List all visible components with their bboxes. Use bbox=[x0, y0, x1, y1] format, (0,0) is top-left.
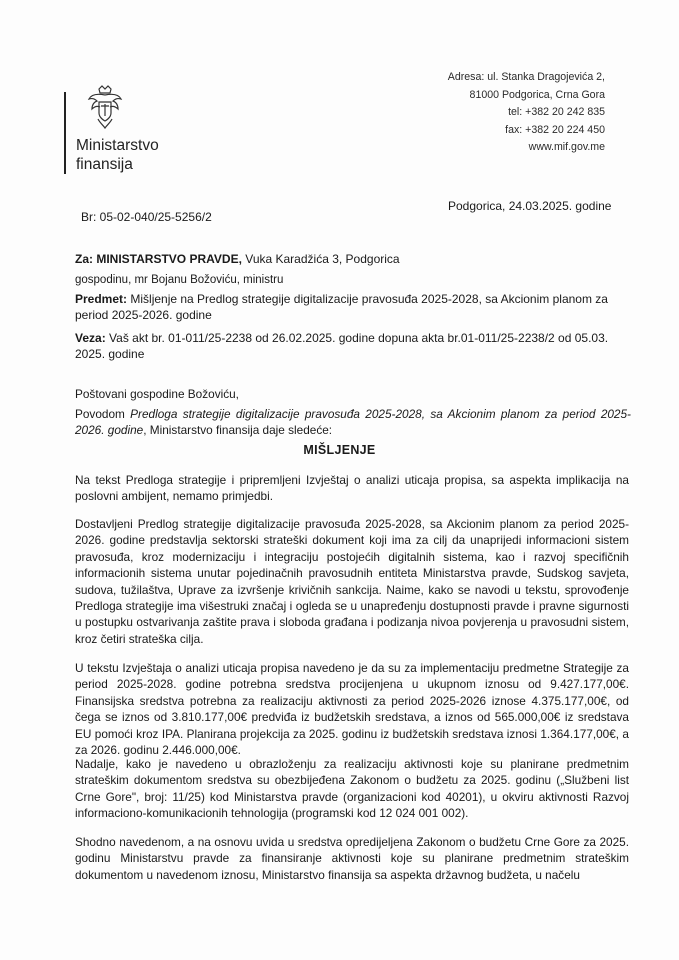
veza-label: Veza: bbox=[75, 331, 106, 345]
paragraph-2: Dostavljeni Predlog strategije digitalizacije pravosuđa 2025-2028, sa Akcionim planom za period 2025-2026. godine predstavlja sektorski strateški dokument koji ima za cilj da unaprijedi informacioni sistem pravosuđa, kroz modernizaciju i integraciju postojećih digitalnih sistema, kao i razvoj specifičnih informacionih sistema unutar pojedinačnih pravosudnih entiteta Ministarstva pravde, Sudskog savjeta, sudova, tužilaštva, Uprave za izvršenje krivičnih sankcija. Naime, kako se navodi u tekstu, sprovođenje Predloga strategije ima višestruki značaj i ogleda se u unapređenju dostupnosti pravde i pravne sigurnosti u postupku ostvarivanja zaštite prava i sloboda građana i podizanja nivoa povjerenja u pravosudni sistem, kroz četiri strateška cilja. bbox=[75, 517, 629, 646]
phone-line: tel: +382 20 242 835 bbox=[508, 106, 605, 118]
document-date: Podgorica, 24.03.2025. godine bbox=[448, 199, 612, 213]
subject-line bbox=[75, 291, 630, 323]
salutation: Poštovani gospodine Božoviću, bbox=[75, 387, 239, 401]
za-label: Za: bbox=[75, 252, 93, 266]
address-line: Adresa: ul. Stanka Dragojevića 2, bbox=[447, 71, 605, 83]
predmet-text: Mišljenje na Predlog strategije digitalizacije pravosuđa 2025-2028, sa Akcionim planom za period 2025-2026. godine bbox=[75, 292, 608, 322]
intro-document-title: Predloga strategije digitalizacije pravosuđa 2025-2028, sa Akcionim planom za period 2025-2026. godine bbox=[75, 407, 631, 437]
ministry-line-2: finansija bbox=[76, 156, 133, 173]
paragraph-1: Na tekst Predloga strategije i pripremljeni Izvještaj o analizi uticaja propisa, sa aspekta implikacija na poslovni ambijent, nemamo primjedbi. bbox=[75, 473, 629, 504]
reference-number: Br: 05-02-040/25-5256/2 bbox=[81, 210, 212, 224]
intro-pre: Povodom bbox=[75, 407, 131, 421]
coat-of-arms-icon bbox=[86, 85, 124, 129]
intro-paragraph bbox=[75, 406, 631, 438]
paragraph-3: U tekstu Izvještaja o analizi uticaja propisa navedeno je da su za implementaciju predmetne Strategije za period 2025-2028. godine potrebna sredstva procijenjena u ukupnom iznosu od 9.427.177,00€. Finansijska sredstva potrebna za realizaciju aktivnosti za period 2025-2026 iznose 4.375.177,00€, od čega se iznos od 3.810.177,00€ predviđa iz budžetskih sredstava, a iznos od 565.000,00€ iz sredstava EU pomoći kroz IPA. Planirana projekcija za 2025. godinu iz budžetskih sredstava iznosi 1.364.177,00€, a za 2026. godinu 2.446.000,00€. bbox=[75, 661, 629, 758]
predmet-label: Predmet: bbox=[75, 292, 128, 306]
paragraph-5: Shodno navedenom, a na osnovu uvida u sredstva opredijeljena Zakonom o budžetu Crne Gore za 2025. godinu Ministarstvu pravde za finansiranje aktivnosti koje su planirane predmetnim strateškim dokumentom u navedenom iznosu, Ministarstvo finansija sa aspekta državnog budžeta, u načelu bbox=[75, 835, 629, 882]
ministry-name bbox=[76, 136, 159, 174]
website-line: www.mif.gov.me bbox=[528, 141, 605, 153]
address-block bbox=[448, 69, 605, 157]
recipient-name: MINISTARSTVO PRAVDE, bbox=[96, 252, 242, 266]
fax-line: fax: +382 20 224 450 bbox=[505, 123, 605, 136]
reference-line bbox=[75, 330, 620, 362]
recipient-line bbox=[75, 251, 635, 267]
addressee: gospodinu, mr Bojanu Božoviću, ministru bbox=[75, 274, 284, 286]
header-divider bbox=[64, 92, 66, 174]
paragraph-4: Nadalje, kako je navedeno u obrazloženju za realizaciju aktivnosti koje su planirane predmetnim strateškim dokumentom sredstva su obezbijeđena Zakonom o budžetu za 2025. godinu („Službeni list Crne Gore", broj: 11/25) kod Ministarstva pravde (organizacioni kod 40201), u okviru aktivnosti Razvoj informaciono-komunikacionih tehnologija (programski kod 12 024 001 002). bbox=[75, 757, 629, 821]
ministry-line-1: Ministarstvo bbox=[76, 137, 159, 154]
recipient-address: Vuka Karadžića 3, Podgorica bbox=[245, 252, 400, 266]
veza-text: Vaš akt br. 01-011/25-2238 od 26.02.2025. godine dopuna akta br.01-011/25-2238/2 od 05.03. 2025. godine bbox=[75, 331, 609, 361]
section-heading: MIŠLJENJE bbox=[303, 443, 376, 457]
intro-post: , Ministarstvo finansija daje sledeće: bbox=[143, 423, 333, 437]
address-line: 81000 Podgorica, Crna Gora bbox=[469, 88, 605, 101]
